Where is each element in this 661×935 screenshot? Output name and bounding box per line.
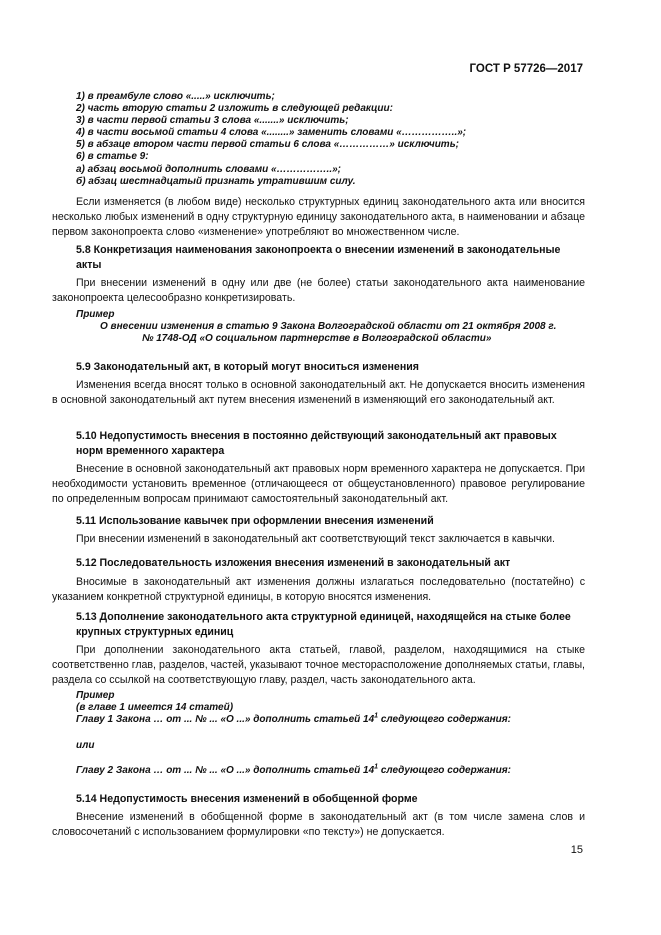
- list-item: 5) в абзаце втором части первой статьи 6 слова «……………» исключить;: [76, 139, 459, 151]
- example-or: или: [76, 740, 95, 751]
- paragraph: Вносимые в законодательный акт изменения должны излагаться последовательно (постатейно) с указанием конкретной структурной единицы, в которую вносятся изменения.: [52, 576, 585, 603]
- example-label: Пример: [76, 309, 115, 320]
- example-text: Главу 2 Закона … от ... № ... «О ...» дополнить статьей $14^1$ следующего содержания:: [76, 763, 511, 776]
- paragraph: При внесении изменений в законодательный акт соответствующий текст заключается в кавычки.: [76, 533, 555, 545]
- section-heading-5-13: 5.13 Дополнение законодательного акта структурной единицей, находящейся на стыке более крупных структурных единиц: [76, 611, 571, 638]
- paragraph: Изменения всегда вносят только в основной законодательный акт. Не допускается вносить изменения в основной законодательный акт путем внесения изменений в изменяющий его законодательный акт.: [52, 379, 585, 406]
- example-text: Главу 1 Закона … от ... № ... «О ...» дополнить статьей $14^1$ следующего содержания:: [76, 712, 511, 725]
- paragraph: Внесение в основной законодательный акт правовых норм временного характера не допускается. При необходимости установить временное (отличающееся от общеустановленного) правовое регулирование по определенным вопросам принимают самостоятельный законодательный акт.: [52, 463, 585, 505]
- section-heading-5-8: 5.8 Конкретизация наименования законопроекта о внесении изменений в законодательные акты: [76, 244, 561, 271]
- section-heading-5-10: 5.10 Недопустимость внесения в постоянно действующий законодательный акт правовых норм временного характера: [76, 430, 557, 457]
- list-item: б) абзац шестнадцатый признать утратившим силу.: [76, 175, 356, 187]
- standard-header: ГОСТ Р 57726—2017: [469, 63, 583, 75]
- list-item: 2) часть вторую статьи 2 изложить в следующей редакции:: [76, 103, 393, 115]
- example-text: О внесении изменения в статью 9 Закона Волгоградской области от 21 октября 2008 г.: [100, 321, 557, 332]
- list-item: а) абзац восьмой дополнить словами «……………..»;: [76, 163, 341, 175]
- amendment-list: [76, 91, 466, 188]
- section-heading-5-12: 5.12 Последовательность изложения внесения изменений в законодательный акт: [76, 557, 511, 569]
- paragraph: При дополнении законодательного акта статьей, главой, разделом, находящимися на стыке соответственно глав, разделов, частей, указывают точное месторасположение дополняемых статьи, главы, раздела со ссылкой на соответствующую главу, раздел, часть законодательного акта.: [52, 644, 585, 686]
- list-item: 3) в части первой статьи 3 слова «.......» исключить;: [76, 115, 349, 127]
- list-item: 1) в преамбуле слово «.....» исключить;: [76, 91, 275, 102]
- section-heading-5-11: 5.11 Использование кавычек при оформлении внесения изменений: [76, 515, 434, 527]
- paragraph: Если изменяется (в любом виде) несколько структурных единиц законодательного акта или вносится несколько любых изменений в одну структурную единицу законодательного акта, в наименовании и абзаце первом законопроекта слово «изменение» употребляют во множественном числе.: [52, 196, 585, 238]
- paragraph: При внесении изменений в одну или две (не более) статьи законодательного акта наименование законопроекта целесообразно конкретизировать.: [52, 277, 585, 304]
- section-heading-5-14: 5.14 Недопустимость внесения изменений в обобщенной форме: [76, 793, 418, 805]
- page-number: 15: [570, 844, 583, 856]
- list-item: 4) в части восьмой статьи 4 слова «........» заменить словами «……………..»;: [76, 127, 467, 139]
- list-item: 6) в статье 9:: [76, 151, 149, 163]
- paragraph: Внесение изменений в обобщенной форме в законодательный акт (в том числе замена слов и словосочетаний с использованием формулировки «по тексту») не допускается.: [52, 811, 585, 838]
- example-label: Пример: [76, 690, 115, 701]
- section-heading-5-9: 5.9 Законодательный акт, в который могут вноситься изменения: [76, 361, 419, 373]
- example-text: (в главе 1 имеется 14 статей): [76, 702, 234, 713]
- example-text: № 1748-ОД «О социальном партнерстве в Волгоградской области»: [142, 333, 492, 344]
